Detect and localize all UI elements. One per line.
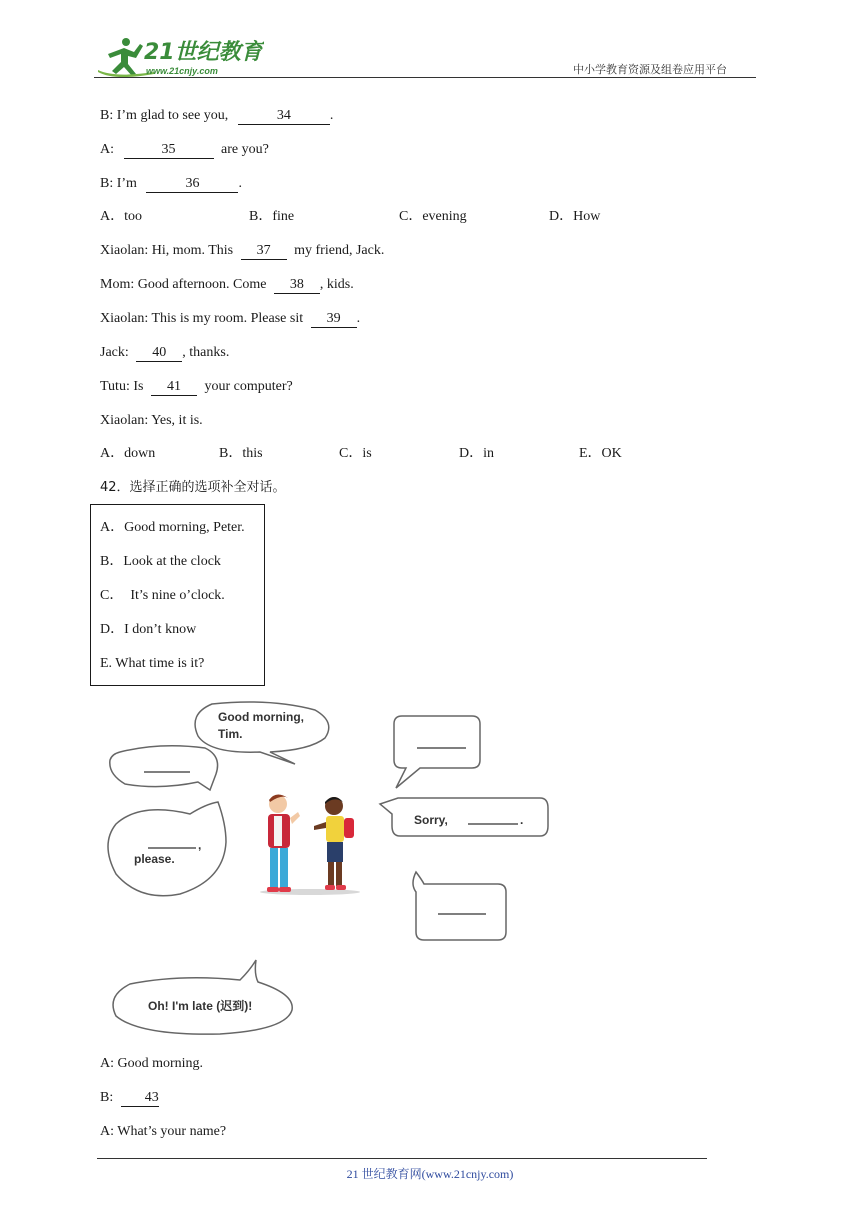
blank-39: 39 <box>311 311 357 328</box>
header-right-text: 中小学教育资源及组卷应用平台 <box>573 63 727 76</box>
footer-text: 21 世纪教育网(www.21cnjy.com) <box>346 1167 514 1181</box>
speech-bubble-late <box>113 960 292 1034</box>
choice-e: E. What time is it? <box>100 656 205 671</box>
speech-bubble-blank-top-right <box>394 716 480 788</box>
blank-38: 38 <box>274 277 320 294</box>
dialog2-line3 <box>100 310 360 328</box>
line-text: your computer? <box>200 379 293 394</box>
speech-bubble-blank-lower-right <box>413 872 506 940</box>
line-text: . <box>329 108 334 123</box>
blank-36: 36 <box>146 176 238 193</box>
blank-34: 34 <box>238 108 330 125</box>
line-text: , thanks. <box>182 345 230 360</box>
bubble-text: Good morning, <box>218 710 304 724</box>
dialog2-line2 <box>100 276 354 294</box>
speech-bubble-good-morning <box>195 702 329 764</box>
blank-43: 43 <box>121 1090 159 1107</box>
choice-c: C． It’s nine o’clock. <box>100 588 225 603</box>
boy-left-figure <box>260 794 360 895</box>
boy-right-figure <box>314 797 354 890</box>
line-text: Tutu: Is <box>100 379 147 394</box>
dialog3-line1: A: Good morning. <box>100 1056 204 1071</box>
blank-35: 35 <box>124 142 214 159</box>
dialog2-line4 <box>100 344 229 362</box>
line-text: my friend, Jack. <box>290 243 385 258</box>
speech-bubble-sorry <box>380 798 548 836</box>
line-text: are you? <box>217 142 269 157</box>
logo-main-text: 21世纪教育 <box>144 40 263 65</box>
line-text: Mom: Good afternoon. Come <box>100 277 270 292</box>
blank-37: 37 <box>241 243 287 260</box>
line-text: B: <box>100 1090 117 1105</box>
logo <box>94 34 264 80</box>
dialogue-illustration <box>100 694 560 1036</box>
option-a: A．down <box>100 446 156 461</box>
line-text: Jack: <box>100 345 133 360</box>
dialog2-line6: Xiaolan: Yes, it is. <box>100 413 203 428</box>
line-text: , kids. <box>319 277 354 292</box>
dialog2-line1 <box>100 242 384 260</box>
speech-bubble-blank-left <box>110 746 218 790</box>
bubble-text: . <box>520 813 524 827</box>
option-d: D．How <box>549 209 601 224</box>
bubble-text: Sorry, <box>414 813 448 827</box>
line-text: B: I’m glad to see you, <box>100 108 232 123</box>
header-rule <box>94 77 756 78</box>
option-b: B．fine <box>249 209 295 224</box>
choice-a: A．Good morning, Peter. <box>100 520 245 535</box>
dialog3-line3: A: What’s your name? <box>100 1124 227 1139</box>
dialog1-line3 <box>100 175 242 193</box>
choice-d: D．I don’t know <box>100 622 197 637</box>
dialog1-line1 <box>100 107 333 125</box>
dialog1-line2 <box>100 141 269 159</box>
speech-bubble-please <box>108 802 226 896</box>
choice-b: B．Look at the clock <box>100 554 221 569</box>
dialog3-line2 <box>100 1089 159 1107</box>
line-text: B: I’m <box>100 176 141 191</box>
blank-41: 41 <box>151 379 197 396</box>
bubble-text: please. <box>134 852 175 866</box>
option-b: B．this <box>219 446 263 461</box>
bubble-text: Oh! I'm late (迟到)! <box>148 999 253 1013</box>
line-text: Xiaolan: This is my room. Please sit <box>100 311 307 326</box>
logo-url-text: www.21cnjy.com <box>146 66 218 76</box>
option-d: D．in <box>459 446 494 461</box>
dialog2-line5 <box>100 378 293 396</box>
line-text: A: <box>100 142 118 157</box>
option-c: C．is <box>339 446 372 461</box>
blank-40: 40 <box>136 345 182 362</box>
question-42-title: 42．选择正确的选项补全对话。 <box>100 480 286 495</box>
line-text: Xiaolan: Hi, mom. This <box>100 243 237 258</box>
footer-rule <box>97 1158 707 1159</box>
bubble-text: Tim. <box>218 727 243 741</box>
line-text: . <box>356 311 361 326</box>
option-a: A．too <box>100 209 142 224</box>
bubble-text: , <box>198 838 202 852</box>
line-text: . <box>238 176 242 191</box>
option-e: E．OK <box>579 446 622 461</box>
option-c: C．evening <box>399 209 467 224</box>
